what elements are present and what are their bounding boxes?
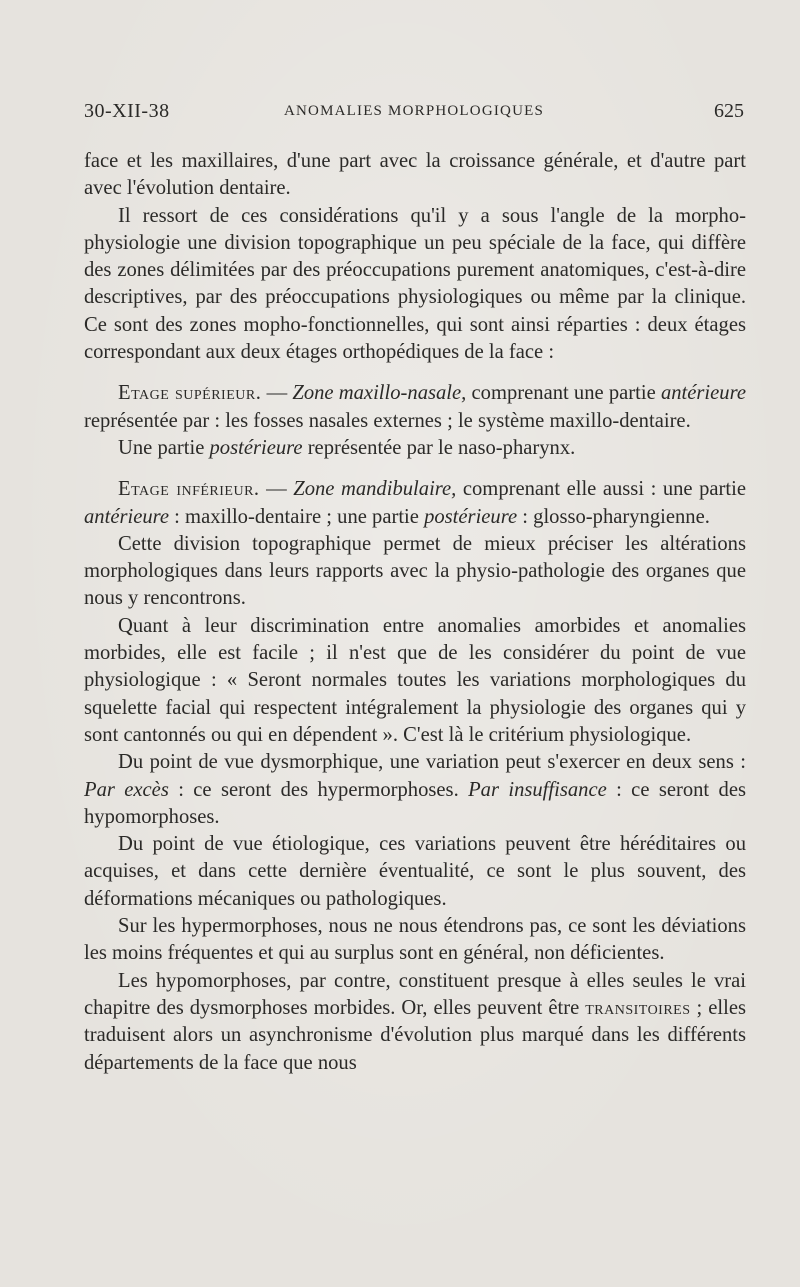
- text-segment: : ce seront des hypermorphoses.: [168, 778, 469, 801]
- header-title: ANOMALIES MORPHOLOGIQUES: [283, 103, 545, 119]
- text-segment: comprenant elle aussi : une partie: [456, 478, 746, 501]
- paragraph-1: face et les maxillaires, d'une part avec la croissance générale, et d'autre part avec l'évolution dentaire.: [84, 150, 746, 200]
- etage-inferieur-label: Etage inférieur.: [118, 478, 260, 501]
- paragraph-11: [84, 968, 746, 1077]
- text-segment: : ce seront des hypomorphoses.: [84, 778, 746, 828]
- paragraph-6: Cette division topographique permet de mieux préciser les altérations morphologiques dans leurs rapports avec la physio-pathologie des organes que nous y rencontrons.: [84, 532, 746, 610]
- emphasis-posterieure: postérieure: [209, 436, 303, 459]
- emphasis-anterieure: antérieure: [660, 382, 746, 405]
- text-segment: comprenant une partie: [466, 382, 661, 405]
- text-segment: Du point de vue dysmorphique, une variation peut s'exercer en deux sens :: [118, 751, 746, 774]
- text-segment: : maxillo-dentaire ; une partie: [169, 505, 425, 528]
- paragraph-9: Du point de vue étiologique, ces variations peuvent être héréditaires ou acquises, et dans cette dernière éventualité, ce sont le plus souvent, des déformations mécaniques ou pathologiques.: [84, 833, 746, 910]
- header-date: 30-XII-38: [84, 100, 170, 122]
- dash: —: [259, 478, 294, 501]
- dash: —: [261, 382, 293, 405]
- emphasis-anterieure: antérieure: [84, 505, 170, 528]
- emphasis-par-exces: Par excès: [84, 778, 169, 801]
- text-segment: Les hypomorphoses, par contre, constituent presque à elles seules le vrai chapitre des dysmorphoses morbides. Or, elles peuvent être: [84, 969, 746, 1019]
- emphasis-par-insuffisance: Par insuffisance: [468, 778, 607, 801]
- body-text: [84, 148, 746, 1077]
- emphasis-posterieure: postérieure: [424, 505, 518, 528]
- text-segment: représentée par le naso-pharynx.: [302, 436, 576, 459]
- paragraph-8: [84, 749, 746, 831]
- paragraph-7: Quant à leur discrimination entre anomalies amorbides et anomalies morbides, elle est facile ; il n'est que de les considérer du point de vue physiologique : « Seront normales toutes les variations morphologiques du squelette facial qui respectent intégralement la physiologie des organes qui y sont cantonnés ou qui en dépendent ». C'est là le critérium physiologique.: [84, 614, 746, 746]
- zone-mandibulaire: Zone mandibulaire,: [293, 478, 457, 501]
- page-number: 625: [714, 100, 744, 122]
- text-segment: ; elles traduisent alors un asynchronisme d'évolution plus marqué dans les différents départements de la face que nous: [84, 996, 746, 1074]
- zone-maxillo-nasale: Zone maxillo-nasale,: [292, 382, 467, 405]
- text-segment: représentée par : les fosses nasales externes ; le système maxillo-dentaire.: [84, 409, 691, 432]
- paragraph-2: Il ressort de ces considérations qu'il y a sous l'angle de la morpho-physiologie une division topographique un peu spéciale de la face, qui diffère des zones délimitées par des préoccupations purement anatomiques, c'est-à-dire descriptives, par des préoccupations physiologiques ou même par la clinique. Ce sont des zones mopho-fonctionnelles, qui sont ainsi réparties : deux étages correspondant aux deux étages orthopédiques de la face :: [84, 204, 746, 364]
- paragraph-etage-inferieur: [84, 476, 746, 531]
- running-head: [84, 100, 744, 130]
- etage-superieur-label: Etage supérieur.: [118, 382, 262, 405]
- text-segment: : glosso-pharyngienne.: [517, 505, 710, 528]
- paragraph-partie-posterieure: [84, 435, 746, 462]
- transitoires-smallcaps: transitoires: [585, 996, 691, 1019]
- paragraph-10: Sur les hypermorphoses, nous ne nous étendrons pas, ce sont les déviations les moins fréquentes et qui au surplus sont en général, non déficientes.: [84, 915, 746, 965]
- text-segment: Une partie: [118, 436, 210, 459]
- paragraph-etage-superieur: [84, 380, 746, 435]
